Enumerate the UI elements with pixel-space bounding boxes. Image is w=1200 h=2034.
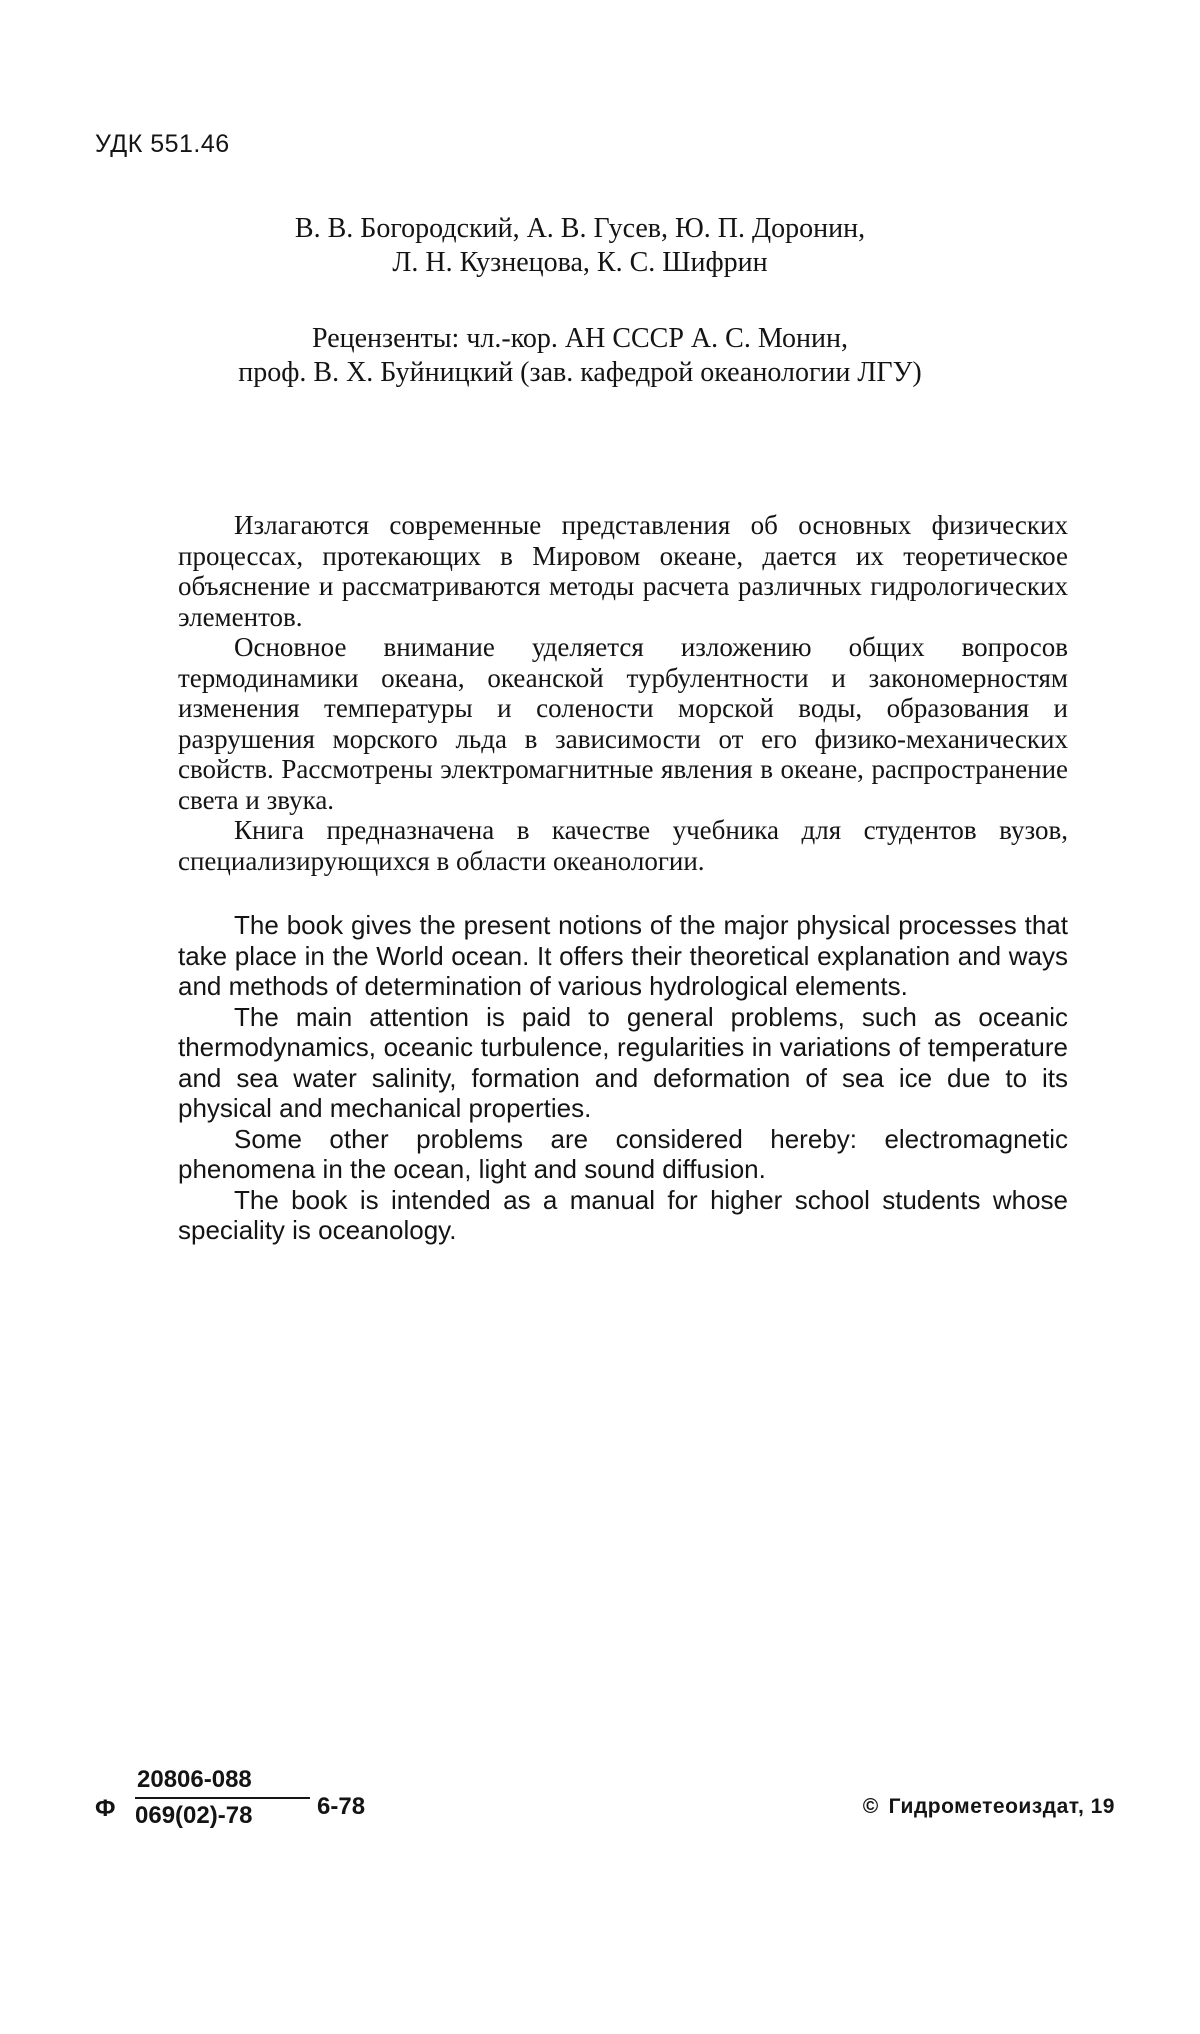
- reviewers-line-1: Рецензенты: чл.-кор. АН СССР А. С. Монин,: [312, 323, 848, 354]
- abstract-ru-paragraph-2: Основное внимание уделяется изложению общих вопросов термодинамики океана, океанской турбулентности и закономерностям изменения температуры и солености морской воды, образования и разрушения морского льда в зависимости от его физико-механических свойств. Рассмотрены электромагнитные явления в океане, распространение света и звука.: [178, 632, 1068, 815]
- abstract-en-paragraph-3: Some other problems are considered hereby: electromagnetic phenomena in the ocean, light and sound diffusion.: [178, 1123, 1068, 1184]
- fraction-denominator: 069(02)-78: [135, 1802, 253, 1829]
- publisher-name: Гидрометеоиздат, 19: [888, 1795, 1115, 1818]
- abstract-ru-paragraph-1: Излагаются современные представления об основных физических процессах, протекающих в Мировом океане, дается их теоретическое объяснение и рассматриваются методы расчета различных гидрологических элементов.: [178, 510, 1068, 632]
- reviewers-line-2: проф. В. Х. Буйницкий (зав. кафедрой океанологии ЛГУ): [238, 357, 922, 388]
- abstract-en-paragraph-1: The book gives the present notions of the major physical processes that take place in the World ocean. It offers their theoretical explanation and ways and methods of determination of various hydrological elements.: [178, 910, 1068, 1001]
- imprint-footer: [95, 1765, 1115, 1855]
- abstract-en-paragraph-4: The book is intended as a manual for higher school students whose speciality is oceanology.: [178, 1184, 1068, 1245]
- phi-symbol: Ф: [95, 1795, 116, 1822]
- abstract-russian: [178, 510, 1068, 876]
- abstract-english: [178, 910, 1068, 1246]
- fraction-line: [135, 1797, 310, 1799]
- fraction-numerator: 20806-088: [137, 1766, 252, 1793]
- copyright-notice: [863, 1795, 1115, 1819]
- authors-block: [160, 212, 1000, 280]
- copyright-icon: ©: [862, 1795, 879, 1818]
- udk-code: УДК 551.46: [95, 130, 230, 158]
- reviewers-block: [150, 322, 1010, 390]
- abstract-en-paragraph-2: The main attention is paid to general problems, such as oceanic thermodynamics, oceanic turbulence, regularities in variations of temperature and sea water salinity, formation and deformation of sea ice due to its physical and mechanical properties.: [178, 1001, 1068, 1123]
- authors-line-2: Л. Н. Кузнецова, К. С. Шифрин: [392, 247, 768, 278]
- authors-line-1: В. В. Богородский, А. В. Гусев, Ю. П. Доронин,: [294, 213, 866, 244]
- catalog-fraction: [135, 1765, 335, 1831]
- abstract-ru-paragraph-3: Книга предназначена в качестве учебника для студентов вузов, специализирующихся в области океанологии.: [178, 815, 1068, 876]
- catalog-code: 6-78: [317, 1793, 366, 1820]
